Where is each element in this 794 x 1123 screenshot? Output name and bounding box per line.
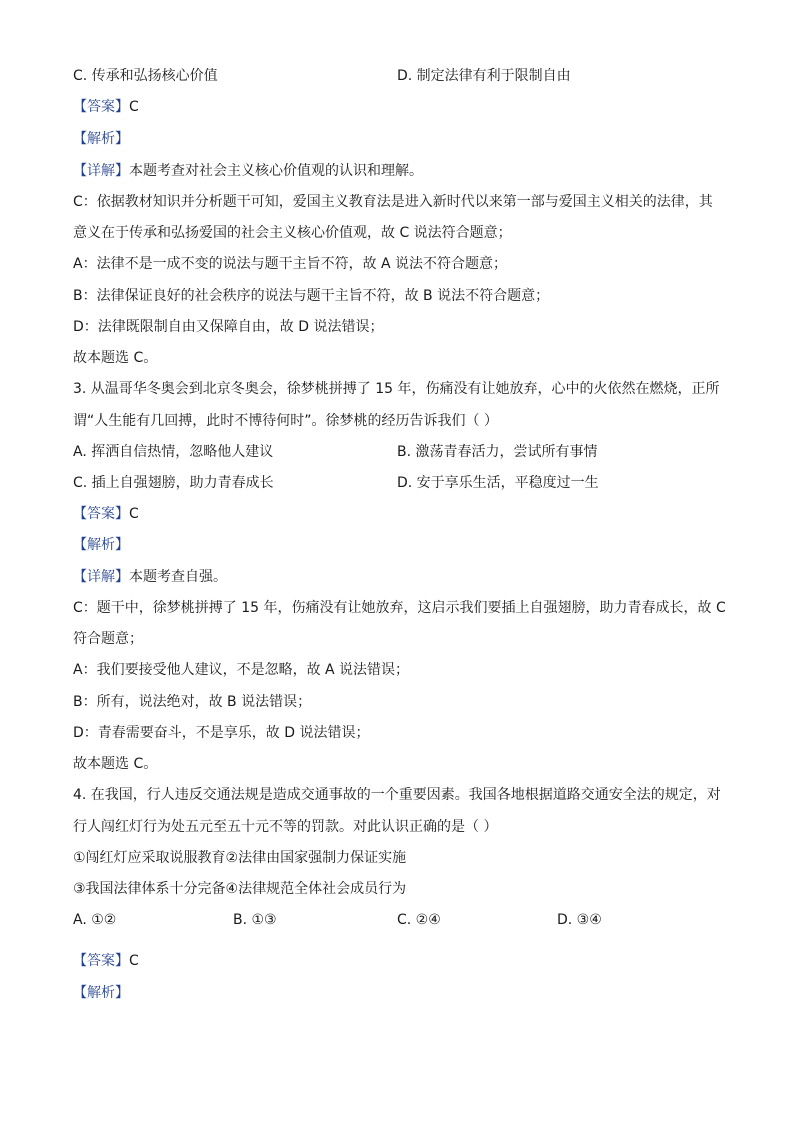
- detail-intro: 本题考查对社会主义核心价值观的认识和理解。: [129, 163, 423, 179]
- q3-option-c: C. 插上自强翅膀，助力青春成长: [73, 475, 274, 491]
- answer-tag: 【答案】: [73, 99, 129, 115]
- q4-option-a: A. ①②: [73, 912, 117, 928]
- q2-detail: [73, 161, 423, 181]
- q4-stem-line-2: 行人闯红灯行为处五元至五十元不等的罚款。对此认识正确的是（ ）: [73, 819, 498, 835]
- q3-d-line: D：青春需要奋斗，不是享乐，故 D 说法错误；: [73, 725, 370, 741]
- answer-tag: 【答案】: [73, 953, 129, 969]
- detail-tag: 【详解】: [73, 569, 129, 585]
- q3-a-line: A：我们要接受他人建议，不是忽略，故 A 说法错误；: [73, 662, 410, 678]
- q2-option-c: C. 传承和弘扬核心价值: [73, 68, 218, 84]
- q2-c-line-2: 意义在于传承和弘扬爱国的社会主义核心价值观，故 C 说法符合题意；: [73, 225, 512, 241]
- answer-tag: 【答案】: [73, 506, 129, 522]
- q2-answer: [73, 97, 139, 117]
- q4-stem-line-1: 4. 在我国，行人违反交通法规是造成交通事故的一个重要因素。我国各地根据道路交通安全法的规定，对: [73, 787, 721, 803]
- q3-option-d: D. 安于享乐生活，平稳度过一生: [397, 475, 599, 491]
- q3-b-line: B：所有，说法绝对，故 B 说法错误；: [73, 694, 312, 710]
- q2-option-d: D. 制定法律有利于限制自由: [397, 68, 571, 84]
- q3-stem-line-1: 3. 从温哥华冬奥会到北京冬奥会，徐梦桃拼搏了 15 年，伤痛没有让她放弃，心中的火依然在燃烧，正所: [73, 381, 720, 397]
- q3-conclusion: 故本题选 C。: [73, 756, 158, 772]
- q2-conclusion: 故本题选 C。: [73, 350, 158, 366]
- q3-option-b: B. 激荡青春活力，尝试所有事情: [397, 444, 598, 460]
- q4-item-line-1: ①闯红灯应采取说服教育②法律由国家强制力保证实施: [73, 850, 407, 866]
- detail-tag: 【详解】: [73, 163, 129, 179]
- answer-value: C: [129, 953, 139, 969]
- q2-b-line: B：法律保证良好的社会秩序的说法与题干主旨不符，故 B 说法不符合题意；: [73, 288, 550, 304]
- q4-option-d: D. ③④: [557, 912, 602, 928]
- detail-intro: 本题考查自强。: [129, 569, 227, 585]
- q3-analysis-tag: 【解析】: [73, 537, 129, 553]
- q4-option-c: C. ②④: [397, 912, 441, 928]
- q4-item-line-2: ③我国法律体系十分完备④法律规范全体社会成员行为: [73, 881, 407, 897]
- q3-c-line-2: 符合题意；: [73, 631, 143, 647]
- q3-answer: [73, 504, 139, 524]
- q2-a-line: A：法律不是一成不变的说法与题干主旨不符，故 A 说法不符合题意；: [73, 256, 508, 272]
- q3-option-a: A. 挥洒自信热情，忽略他人建议: [73, 444, 274, 460]
- q4-analysis-tag: 【解析】: [73, 985, 129, 1001]
- q2-analysis-tag: 【解析】: [73, 131, 129, 147]
- q3-stem-line-2: 谓“人生能有几回搏，此时不博待何时”。徐梦桃的经历告诉我们（ ）: [73, 413, 498, 429]
- q2-d-line: D：法律既限制自由又保障自由，故 D 说法错误；: [73, 319, 384, 335]
- q4-answer: [73, 951, 139, 971]
- q3-c-line-1: C：题干中，徐梦桃拼搏了 15 年，伤痛没有让她放弃，这启示我们要插上自强翅膀，助力青春成长，故 C: [73, 600, 726, 616]
- q4-option-b: B. ①③: [233, 912, 277, 928]
- q2-c-line-1: C：依据教材知识并分析题干可知，爱国主义教育法是进入新时代以来第一部与爱国主义相关的法律，其: [73, 194, 713, 210]
- answer-value: C: [129, 506, 139, 522]
- answer-value: C: [129, 99, 139, 115]
- q3-detail: [73, 567, 227, 587]
